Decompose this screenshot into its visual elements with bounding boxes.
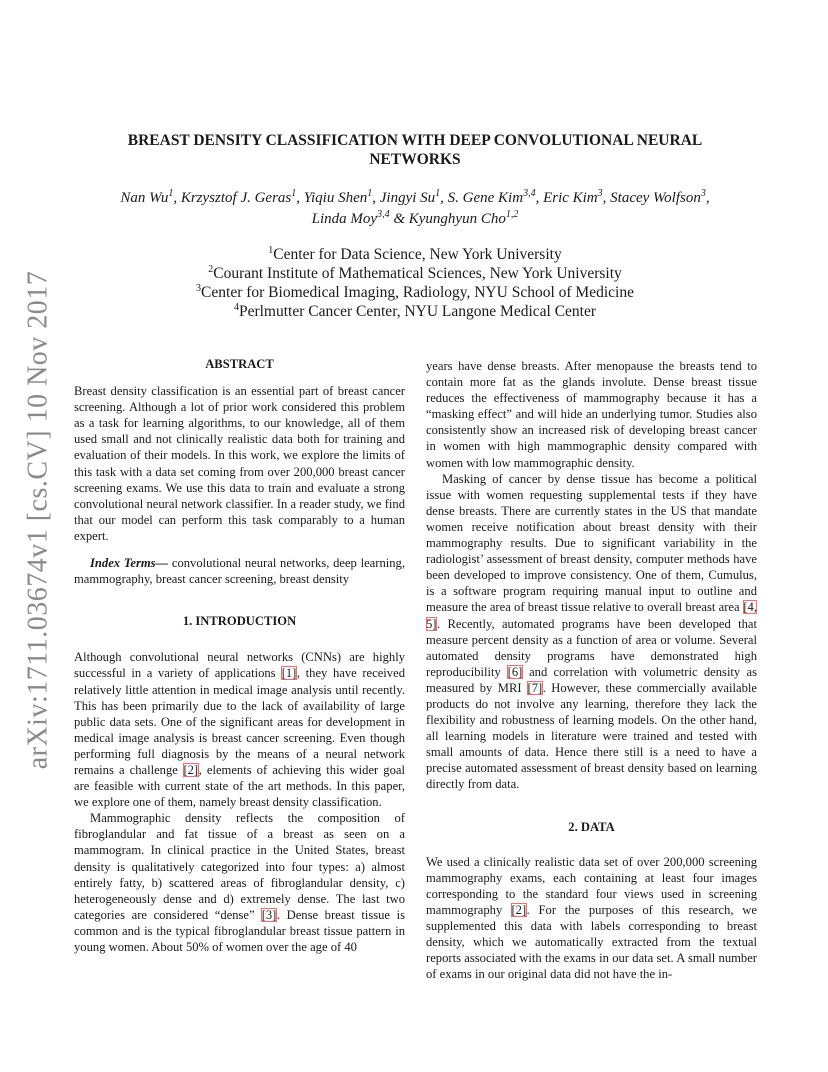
right-column [426,358,757,982]
abstract-text: Breast density classification is an essential part of breast cancer screening. Although a lot of prior work considered this problem as a task for learning algorithms, to our knowledge, all of them used small and not clinically realistic data both for training and evaluation of their models. In this work, we explore the limits of this task with a data set coming from over 200,000 breast cancer screening exams. We use this data to train and evaluate a strong convolutional neural network classifier. In a reader study, we find that our model can perform this task comparably to a human expert. [74,384,405,543]
author-affil-mark: 3,4 [377,209,390,220]
paragraph-text: , they have received relatively little attention in medical image analysis until recently. This has been primarily due to the lack of availability of large public data sets. One of the significant areas for development in medical image analysis is breast cancer screening. Even though performing full diagnosis by the means of a neural network remains a challenge [74,666,405,777]
author-line-2 [80,209,750,230]
data-paragraph-1 [426,854,757,983]
intro-paragraph-1 [74,649,405,810]
citation-link[interactable]: [2] [511,902,527,917]
paragraph-text: Mammographic density reflects the composition of fibroglandular and fat tissue of a breast as seen on a mammogram. In clinical practice in the United States, breast density is qualitatively categorized into four types: a) almost entirely fatty, b) scattered areas of fibroglandular density, c) heterogeneously dense and d) extremely dense. The last two categories are considered “dense” [74,811,405,922]
affiliation-mark: 2 [208,263,214,275]
author-affil-mark: 3 [597,188,603,199]
author-affil-mark: 1 [291,188,297,199]
paper-title [90,131,740,169]
author-affil-mark: 1,2 [505,209,519,220]
index-terms-label: Index Terms— [90,556,169,571]
author-affil-mark: 1 [168,188,174,199]
citation-link[interactable]: [7] [527,680,543,695]
author-affil-mark: 3,4 [523,188,536,199]
affiliation-text: Perlmutter Cancer Center, NYU Langone Medical Center [238,303,597,320]
data-heading: 2. DATA [568,819,615,834]
author-name: Nan Wu [120,190,169,206]
index-terms [74,555,405,587]
author-affil-mark: 1 [435,188,441,199]
author-line-1: Nan Wu$^1$, Krzysztof J. Geras$^1$, Yiqiu Shen$^1$, Jingyi Su$^1$, S. Gene Kim$^{3,4}$, Eric Kim$^3$, Stacey Wolfson$^3$, [120,188,710,206]
author-name: Krzysztof J. Geras [180,190,292,206]
citation-link[interactable]: [6] [507,664,523,679]
author-name: S. Gene Kim [447,190,524,206]
paragraph-text: . For the purposes of this research, we supplemented this data with labels corresponding to breast density, which we automatically extracted from the textual reports associated with the exams in our data set. A small number of exams in our original data did not have the in- [426,902,757,982]
arxiv-side-stamp [18,270,58,770]
author-name: Linda Moy [311,211,378,227]
affiliation-mark: 3 [196,282,202,294]
author-affil-mark: 3 [700,188,706,199]
paragraph-text: , elements of achieving this wider goal are feasible with current state of the art methods. In this paper, we explore one of them, namely breast density classification. [74,762,405,810]
paragraph-text: . Recently, automated programs have been developed that measure percent density as a function of area or volume. Several automated density programs have demonstrated high reproducibility [426,616,757,679]
paragraph-text: We used a clinically realistic data set of over 200,000 screening mammography exams, each containing at least four images corresponding to the standard four views used in screening mammography [426,854,757,917]
author-name: Stacey Wolfson [610,190,701,206]
citation-link[interactable]: [2] [183,762,199,777]
author-list [80,188,750,230]
affiliation-text: Center for Biomedical Imaging, Radiology, NYU School of Medicine [201,284,634,301]
affiliation-text: Center for Data Science, New York University [273,246,562,263]
affiliation-item [100,302,730,321]
left-column [74,356,405,955]
affiliation-item [100,264,730,283]
arxiv-identifier: arXiv:1711.03674v1 [cs.CV] 10 Nov 2017 [22,270,53,770]
author-affil-mark: 1 [367,188,373,199]
citation-link[interactable]: [3] [261,907,277,922]
paragraph-text: . However, these commercially available products do not involve any learning, therefore they lack the flexibility and robustness of learning models. On the other hand, all learning models in literature were trained and tested with small amounts of data. Hence there still is a need to have a precise automated assessment of breast density based on learning directly from data. [426,680,757,792]
affiliation-text: Courant Institute of Mathematical Sciences, New York University [213,265,622,282]
paragraph-text: Although convolutional neural networks (CNNs) are highly successful in a variety of applications [74,650,405,681]
intro-paragraph-2 [74,810,405,955]
abstract-heading: ABSTRACT [205,357,274,371]
citation-link[interactable]: [4, 5] [426,600,757,631]
paragraph-text: and correlation with volumetric density as measured by MRI [426,664,757,695]
author-name: Eric Kim [543,190,598,206]
index-terms-text: convolutional neural networks, deep learning, mammography, breast cancer screening, breast density [74,556,405,587]
author-name: Kyunghyun Cho [408,211,506,227]
intro-paragraph-3: years have dense breasts. After menopause the breasts tend to contain more fat as the glands involute. Dense breast tissue reduces the effectiveness of mammography because it has a “masking effect” and will hide an underlying tumor. Studies also consistently show an increased risk of developing breast cancer in women with high mammographic density compared with women with low mammographic density. [426,359,757,470]
affiliation-item [100,245,730,264]
intro-heading: 1. INTRODUCTION [182,614,297,629]
title-line-2: NETWORKS [369,151,461,168]
affiliation-item [100,283,730,302]
paragraph-text: . Dense breast tissue is common and is the typical fibroglandular breast tissue pattern in young women. About 50% of women over the age of 40 [74,907,406,954]
affiliation-list [100,245,730,321]
title-line-1: BREAST DENSITY CLASSIFICATION WITH DEEP CONVOLUTIONAL NEURAL [127,132,703,149]
citation-link[interactable]: [1] [281,666,297,681]
author-ampersand: & [393,211,405,227]
affiliation-mark: 4 [233,301,239,313]
author-name: Jingyi Su [379,190,436,206]
intro-paragraph-4 [426,471,757,793]
affiliation-mark: 1 [268,244,274,256]
paragraph-text: Masking of cancer by dense tissue has become a political issue with women requesting supplemental tests if they have dense breasts. There are currently states in the US that mandate women receive notification about breast density with their mammography results. Due to significant variability in the radiologist’ assessment of breast density, computer methods have been developed to improve consistency. One of them, Cumulus, is a software program requiring manual input to outline and measure the area of breast tissue relative to overall breast area [426,471,757,615]
author-name: Yiqiu Shen [303,190,368,206]
